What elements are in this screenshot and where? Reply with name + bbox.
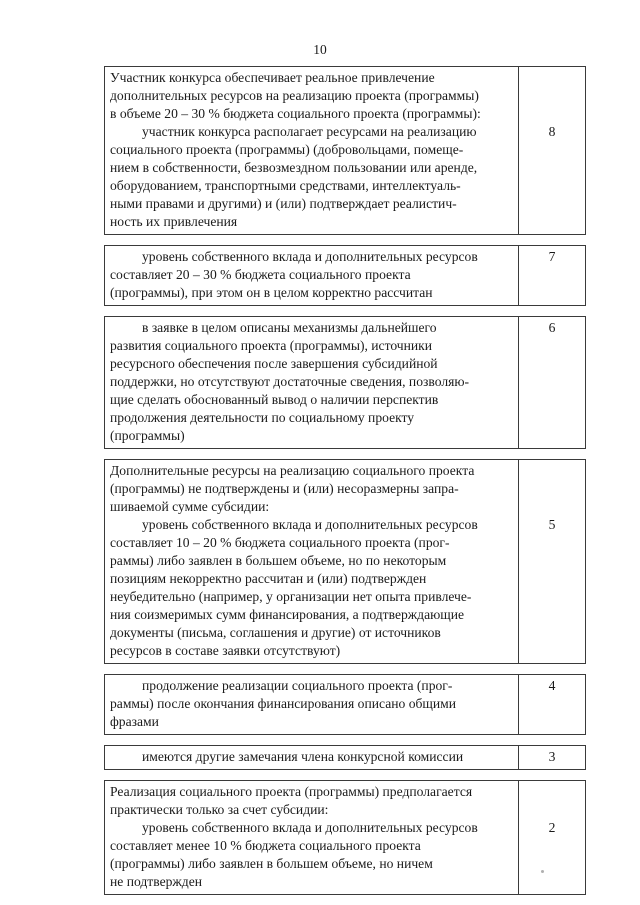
scan-speck <box>541 870 544 873</box>
criteria-paragraph: уровень собственного вклада и дополнительных ресурсов составляет менее 10 % бюджета социального проекта (программы) либо заявлен в большем объеме, но ничем не подтвержден <box>110 820 478 889</box>
score-cell: 3 <box>548 749 556 764</box>
page-number: 10 <box>313 42 327 57</box>
score-cell: 2 <box>548 820 556 835</box>
criteria-text-cell <box>105 246 519 305</box>
criteria-paragraph: в заявке в целом описаны механизмы дальнейшего развития социального проекта (программы), источники ресурсного обеспечения после завершения субсидийной поддержки, но отсутствуют достаточные сведения, позволяю- щие сделать обоснованный вывод о наличии перспектив продолжения деятельности по социальному проекту (программы) <box>110 320 470 443</box>
criteria-text-cell <box>105 781 519 894</box>
criteria-text-cell <box>105 317 519 448</box>
criteria-paragraph: Участник конкурса обеспечивает реальное привлечение дополнительных ресурсов на реализацию проекта (программы) в объеме 20 – 30 % бюджета социального проекта (программы): <box>110 70 481 121</box>
criteria-row <box>104 316 586 449</box>
criteria-row <box>104 459 586 664</box>
criteria-text-cell <box>105 746 519 769</box>
criteria-paragraph: продолжение реализации социального проекта (прог- раммы) после окончания финансирования описано общими фразами <box>110 678 457 729</box>
criteria-row <box>104 66 586 235</box>
score-cell: 4 <box>548 678 556 693</box>
criteria-paragraph: имеются другие замечания члена конкурсной комиссии <box>142 749 464 764</box>
score-cell: 8 <box>548 124 556 139</box>
criteria-paragraph: Дополнительные ресурсы на реализацию социального проекта (программы) не подтверждены и (или) несоразмерны запра- шиваемой сумме субсидии: <box>110 463 475 514</box>
criteria-row <box>104 780 586 895</box>
criteria-paragraph: Реализация социального проекта (программы) предполагается практически только за счет субсидии: <box>110 784 473 817</box>
criteria-text-cell <box>105 67 519 234</box>
criteria-row <box>104 674 586 735</box>
score-cell: 5 <box>548 517 556 532</box>
criteria-row <box>104 745 586 770</box>
criteria-paragraph: уровень собственного вклада и дополнительных ресурсов составляет 20 – 30 % бюджета социального проекта (программы), при этом он в целом корректно рассчитан <box>110 249 478 300</box>
criteria-paragraph: участник конкурса располагает ресурсами на реализацию социального проекта (программы) (добровольцами, помеще- нием в собственности, безвозмездном пользовании или аренде, оборудованием, транспортными средствами, интеллектуаль- ными правами и другими) и (или) подтверждает реалистич- ность их привлечения <box>110 124 478 229</box>
score-cell: 7 <box>548 249 556 264</box>
criteria-paragraph: уровень собственного вклада и дополнительных ресурсов составляет 10 – 20 % бюджета социального проекта (прог- раммы) либо заявлен в большем объеме, но по некоторым позициям некорректно рассчитан и (или) подтвержден неубедительно (например, у организации нет опыта привлече- ния соизмеримых сумм финансирования, а подтверждающие документы (письма, соглашения и другие) от источников ресурсов в составе заявки отсутствуют) <box>110 517 478 658</box>
criteria-text-cell <box>105 675 519 734</box>
score-cell: 6 <box>548 320 556 335</box>
criteria-text-cell <box>105 460 519 663</box>
criteria-table <box>104 66 586 895</box>
criteria-row <box>104 245 586 306</box>
